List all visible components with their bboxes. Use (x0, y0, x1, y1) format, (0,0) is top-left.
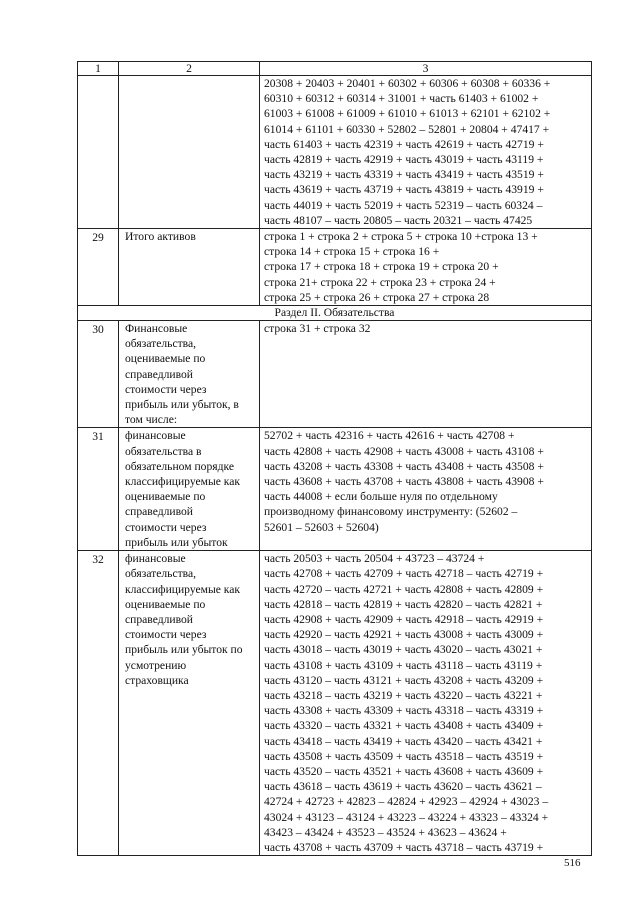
name-line: финансовые (125, 552, 186, 566)
name-line: прибыль или убыток по (125, 643, 243, 657)
row-formula (260, 229, 592, 306)
formula-line: часть 43308 + часть 43309 + часть 43318 – часть 43319 + (264, 704, 544, 718)
formula-line: часть 42908 + часть 42909 + часть 42918 – часть 42919 + (264, 612, 544, 626)
formula-line: 60310 + 60312 + 60314 + 31001 + часть 61403 + 61002 + (264, 92, 539, 106)
formula-line: часть 20503 + часть 20504 + 43723 – 43724 + (264, 552, 485, 566)
formula-line: часть 43120 – часть 43121 + часть 43208 + часть 43209 + (264, 673, 544, 687)
header-col-1: 1 (78, 62, 119, 76)
name-line: прибыль или убыток (125, 535, 228, 549)
formula-line: часть 42720 – часть 42721 + часть 42808 + часть 42809 + (264, 582, 544, 596)
name-line: усмотрению (125, 658, 187, 672)
continuation-formula-cell (260, 76, 592, 229)
continuation-row (78, 76, 592, 229)
formula-line: строка 14 + строка 15 + строка 16 + (264, 245, 440, 259)
row-number: 30 (78, 321, 119, 428)
table-row-32 (78, 551, 592, 856)
formula-line: строка 17 + строка 18 + строка 19 + строка 20 + (264, 260, 499, 274)
name-line: классифицируемые как (125, 582, 241, 596)
formula-line: часть 42818 – часть 42819 + часть 42820 – часть 42821 + (264, 597, 543, 611)
formula-line: 52702 + часть 42316 + часть 42616 + часть 42708 + (264, 429, 515, 443)
name-line: финансовые (125, 429, 186, 443)
row-formula (260, 428, 592, 551)
formula-line: часть 42808 + часть 42908 + часть 43008 + часть 43108 + (264, 444, 544, 458)
formula-line: часть 61403 + часть 42319 + часть 42619 + часть 42719 + (264, 137, 544, 151)
name-line: оцениваемые по (125, 490, 206, 504)
name-line: обязательства в (125, 444, 202, 458)
row-name (119, 551, 260, 856)
formula-line: часть 42708 + часть 42709 + часть 42718 – часть 42719 + (264, 567, 544, 581)
name-line: справедливой (125, 505, 193, 519)
name-line: обязательства, (125, 567, 197, 581)
formula-line: строка 1 + строка 2 + строка 5 + строка 10 +строка 13 + (264, 230, 538, 244)
name-line: стоимости через (125, 382, 207, 396)
formula-line: 43024 + 43123 – 43124 + 43223 – 43224 + 43323 – 43324 + (264, 810, 549, 824)
formula-line: часть 43219 + часть 43319 + часть 43419 + часть 43519 + (264, 168, 544, 182)
section-row (78, 306, 592, 321)
continuation-name-cell (119, 76, 260, 229)
table-body (78, 62, 592, 856)
name-line: стоимости через (125, 520, 207, 534)
name-line: справедливой (125, 612, 193, 626)
row-number: 29 (78, 229, 119, 306)
formula-line: часть 43619 + часть 43719 + часть 43819 + часть 43919 + (264, 183, 544, 197)
table-row-30 (78, 321, 592, 428)
formula-line: часть 43108 + часть 43109 + часть 43118 – часть 43119 + (264, 658, 543, 672)
continuation-number-cell (78, 76, 119, 229)
row-formula (260, 321, 592, 428)
name-line: оцениваемые по (125, 597, 206, 611)
formula-line: 43423 – 43424 + 43523 – 43524 + 43623 – 43624 + (264, 825, 507, 839)
formula-line: часть 43508 + часть 43509 + часть 43518 – часть 43519 + (264, 749, 544, 763)
row-name (119, 321, 260, 428)
formula-line: 42724 + 42723 + 42823 – 42824 + 42923 – 42924 + 43023 – (264, 795, 549, 809)
formula-line: часть 48107 – часть 20805 – часть 20321 – часть 47425 (264, 213, 533, 227)
page-number: 516 (564, 857, 581, 869)
name-line: классифицируемые как (125, 475, 241, 489)
header-row (78, 62, 592, 76)
formula-line: строка 31 + строка 32 (264, 322, 371, 336)
name-line: оцениваемые по (125, 352, 206, 366)
row-name (119, 229, 260, 306)
formula-line: строка 25 + строка 26 + строка 27 + строка 28 (264, 290, 490, 304)
formula-line: часть 43320 – часть 43321 + часть 43408 + часть 43409 + (264, 719, 544, 733)
section-title: Раздел II. Обязательства (78, 306, 592, 321)
row-name (119, 428, 260, 551)
name-line: обязательном порядке (125, 459, 234, 473)
formula-line: производному финансовому инструменту: (52602 – (264, 505, 518, 519)
name-line: справедливой (125, 367, 193, 381)
row-formula (260, 551, 592, 856)
row-number: 32 (78, 551, 119, 856)
formula-line: часть 43018 – часть 43019 + часть 43020 – часть 43021 + (264, 643, 543, 657)
name-line: страховщика (125, 673, 189, 687)
name-line: том числе: (125, 413, 178, 427)
formula-line: 61014 + 61101 + 60330 + 52802 – 52801 + 20804 + 47417 + (264, 122, 550, 136)
formula-line: часть 42819 + часть 42919 + часть 43019 + часть 43119 + (264, 153, 544, 167)
row-number: 31 (78, 428, 119, 551)
formula-line: 61003 + 61008 + 61009 + 61010 + 61013 + 62101 + 62102 + (264, 107, 551, 121)
formula-line: часть 43708 + часть 43709 + часть 43718 – часть 43719 + (264, 840, 544, 854)
name-line: Финансовые (125, 322, 188, 336)
name-line: Итого активов (125, 230, 196, 244)
formula-line: часть 43208 + часть 43308 + часть 43408 + часть 43508 + (264, 459, 544, 473)
formula-line: часть 42920 – часть 42921 + часть 43008 + часть 43009 + (264, 628, 544, 642)
header-col-2: 2 (119, 62, 260, 76)
formula-line: часть 43618 – часть 43619 + часть 43620 – часть 43621 – (264, 780, 542, 794)
balance-formula-table (77, 61, 592, 856)
formula-line: часть 43520 – часть 43521 + часть 43608 + часть 43609 + (264, 764, 544, 778)
name-line: стоимости через (125, 628, 207, 642)
formula-line: строка 21+ строка 22 + строка 23 + строка 24 + (264, 275, 496, 289)
formula-line: 20308 + 20403 + 20401 + 60302 + 60306 + 60308 + 60336 + (264, 77, 551, 90)
table-row-29 (78, 229, 592, 306)
formula-line: 52601 – 52603 + 52604) (264, 520, 379, 534)
table-row-31 (78, 428, 592, 551)
formula-line: часть 43218 – часть 43219 + часть 43220 – часть 43221 + (264, 688, 543, 702)
header-col-3: 3 (260, 62, 592, 76)
formula-line: часть 43418 – часть 43419 + часть 43420 – часть 43421 + (264, 734, 543, 748)
formula-line: часть 44019 + часть 52019 + часть 52319 – часть 60324 – (264, 198, 543, 212)
name-line: прибыль или убыток, в (125, 398, 239, 412)
formula-line: часть 44008 + если больше нуля по отдельному (264, 490, 498, 504)
name-line: обязательства, (125, 337, 197, 351)
formula-line: часть 43608 + часть 43708 + часть 43808 + часть 43908 + (264, 475, 544, 489)
